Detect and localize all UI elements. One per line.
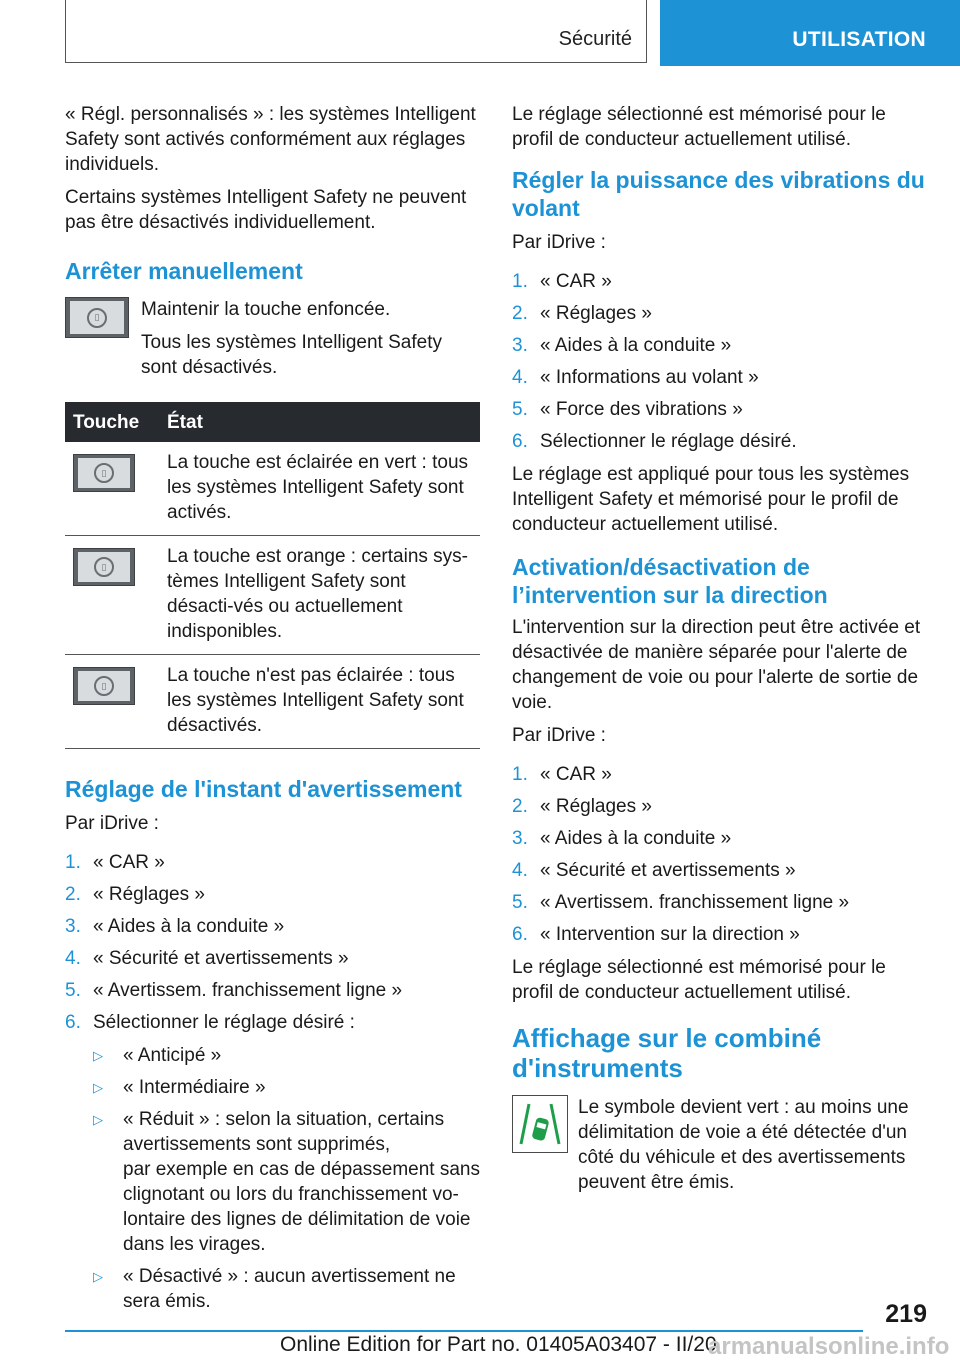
table-row xyxy=(65,655,480,749)
paragraph: Par iDrive : xyxy=(512,232,606,253)
paragraph: Le réglage sélectionné est mémorisé pour le profil de conducteur actuellement utilisé. xyxy=(512,957,886,1003)
list-item: ▷ « Réduit » : selon la situation, certains avertissements sont supprimés, par exemple en cas de dépassement sans clignotant ou lors du franchissement vo-lontaire des lignes de délimitation de voie dans les virages. xyxy=(93,1109,480,1255)
section-heading: Réglage de l'instant d'avertissement xyxy=(65,776,462,802)
list-item: ▷ « Anticipé » xyxy=(93,1045,222,1066)
warning-options-list xyxy=(93,1043,480,1314)
safety-button-green-icon: ▯ xyxy=(73,454,135,492)
right-column xyxy=(512,102,927,1195)
paragraph: Par iDrive : xyxy=(65,813,159,834)
paragraph: L'intervention sur la direction peut être activée et désactivée de manière séparée pour l'alerte de changement de voie ou pour l'alerte de sortie de voie. xyxy=(512,617,921,713)
footer-divider xyxy=(65,1330,863,1332)
table-row xyxy=(65,536,480,655)
safety-button-orange-icon: ▯ xyxy=(73,548,135,586)
triangle-bullet-icon: ▷ xyxy=(93,1112,103,1127)
left-column xyxy=(65,102,480,1322)
table-header-key: Touche xyxy=(65,402,159,442)
header-section-title: Sécurité xyxy=(558,28,632,50)
header-chapter-box xyxy=(660,0,960,66)
button-state-table xyxy=(65,402,480,749)
triangle-bullet-icon: ▷ xyxy=(93,1269,103,1284)
display-block xyxy=(512,1095,927,1195)
table-row xyxy=(65,442,480,536)
safety-button-off-icon: ▯ xyxy=(73,667,135,705)
list-item: 4. « Informations au volant » xyxy=(512,367,759,388)
section-heading: Régler la puissance des vibrations du volant xyxy=(512,167,925,221)
table-header-state: État xyxy=(159,402,480,442)
watermark: armanualsonline.info xyxy=(708,1333,950,1360)
table-cell: La touche est éclairée en vert : tous les systèmes Intelligent Safety sont activés. xyxy=(159,442,480,536)
list-item: 1. « CAR » xyxy=(512,764,612,785)
paragraph: « Régl. personnalisés » : les systèmes Intelligent Safety sont activés conformément aux réglages individuels. xyxy=(65,104,476,175)
manual-block xyxy=(65,297,480,380)
edition-text: Online Edition for Part no. 01405A03407 - II/20 xyxy=(280,1333,717,1356)
list-item: 2. « Réglages » xyxy=(65,884,205,905)
triangle-bullet-icon: ▷ xyxy=(93,1048,103,1063)
list-item: 6. « Intervention sur la direction » xyxy=(512,924,800,945)
lane-departure-icon xyxy=(512,1095,568,1153)
list-item: 6. Sélectionner le réglage désiré : xyxy=(65,1012,355,1033)
paragraph: Par iDrive : xyxy=(512,725,606,746)
list-item: 2. « Réglages » xyxy=(512,303,652,324)
page-header xyxy=(0,0,960,66)
list-item: 4. « Sécurité et avertissements » xyxy=(512,860,796,881)
table-cell: La touche est orange : certains sys-tèmes Intelligent Safety sont désacti-vés ou actuellement indisponibles. xyxy=(159,536,480,655)
paragraph: Le réglage est appliqué pour tous les systèmes Intelligent Safety et mémorisé pour le profil de conducteur actuellement utilisé. xyxy=(512,464,910,535)
steering-steps-list xyxy=(512,762,927,947)
paragraph: Le symbole devient vert : au moins une délimitation de voie a été détectée d'un côté du véhicule et des avertissements peuvent être émis. xyxy=(578,1097,909,1193)
triangle-bullet-icon: ▷ xyxy=(93,1080,103,1095)
paragraph: Certains systèmes Intelligent Safety ne peuvent pas être désactivés individuellement. xyxy=(65,187,467,233)
warning-steps-list xyxy=(65,850,480,1035)
header-section-box xyxy=(65,0,647,63)
paragraph: Maintenir la touche enfoncée. xyxy=(141,299,391,320)
list-item: ▷ « Désactivé » : aucun avertissement ne sera émis. xyxy=(93,1266,456,1312)
list-item: 3. « Aides à la conduite » xyxy=(512,335,732,356)
table-cell: La touche n'est pas éclairée : tous les systèmes Intelligent Safety sont désactivés. xyxy=(159,655,480,749)
vibration-steps-list xyxy=(512,269,927,454)
page-number: 219 xyxy=(885,1300,927,1328)
header-chapter-title: UTILISATION xyxy=(792,28,926,51)
list-item: 1. « CAR » xyxy=(65,852,165,873)
list-item: 4. « Sécurité et avertissements » xyxy=(65,948,349,969)
list-item: ▷ « Intermédiaire » xyxy=(93,1077,266,1098)
list-item: 1. « CAR » xyxy=(512,271,612,292)
list-item: 5. « Avertissem. franchissement ligne » xyxy=(65,980,403,1001)
list-item: 5. « Avertissem. franchissement ligne » xyxy=(512,892,850,913)
paragraph: Le réglage sélectionné est mémorisé pour le profil de conducteur actuellement utilisé. xyxy=(512,104,886,150)
paragraph: Tous les systèmes Intelligent Safety sont désactivés. xyxy=(141,332,442,378)
list-item: 6. Sélectionner le réglage désiré. xyxy=(512,431,797,452)
list-item: 5. « Force des vibrations » xyxy=(512,399,743,420)
safety-button-icon: ▯ xyxy=(65,297,129,338)
section-heading: Affichage sur le combiné d'instruments xyxy=(512,1023,822,1083)
section-heading: Arrêter manuellement xyxy=(65,258,303,284)
list-item: 2. « Réglages » xyxy=(512,796,652,817)
list-item: 3. « Aides à la conduite » xyxy=(512,828,732,849)
list-item: 3. « Aides à la conduite » xyxy=(65,916,285,937)
section-heading: Activation/désactivation de l’intervention sur la direction xyxy=(512,554,828,608)
